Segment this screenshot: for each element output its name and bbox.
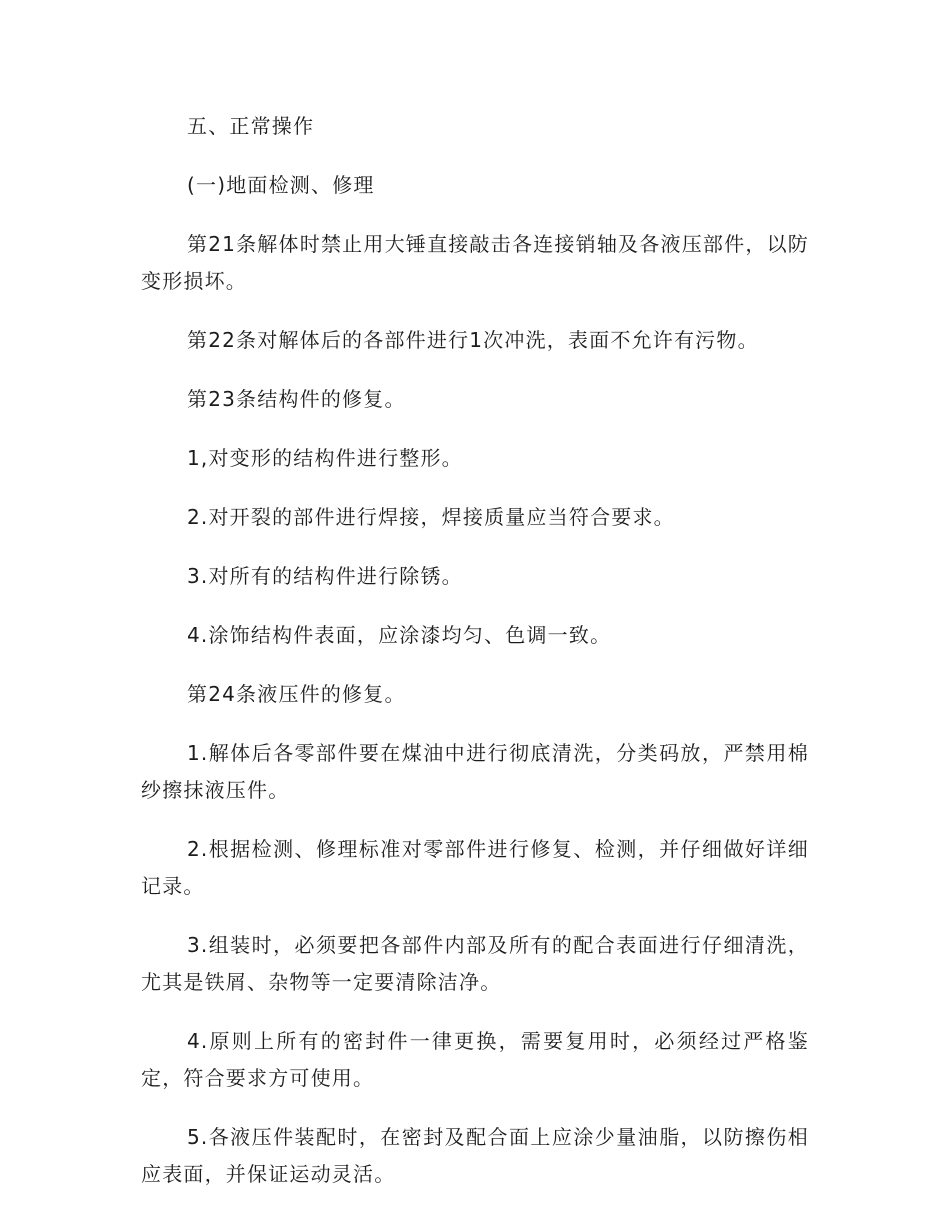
article-24-item-4: 4.原则上所有的密封件一律更换，需要复用时，必须经过严格鉴定，符合要求方可使用。 bbox=[141, 1029, 809, 1090]
article-21: 第21条解体时禁止用大锤直接敲击各连接销轴及各液压部件，以防变形损坏。 bbox=[141, 232, 809, 293]
article-24-item-5: 5.各液压件装配时，在密封及配合面上应涂少量油脂，以防擦伤相应表面，并保证运动灵活。 bbox=[141, 1125, 809, 1186]
article-23-item-3: 3.对所有的结构件进行除锈。 bbox=[187, 564, 463, 588]
article-23-item-1: 1,对变形的结构件进行整形。 bbox=[187, 446, 463, 470]
article-23: 第23条结构件的修复。 bbox=[187, 387, 406, 411]
article-24-item-3: 3.组装时，必须要把各部件内部及所有的配合表面进行仔细清洗，尤其是铁屑、杂物等一定要清除洁净。 bbox=[141, 933, 809, 994]
article-23-item-4: 4.涂饰结构件表面，应涂漆均匀、色调一致。 bbox=[187, 623, 612, 647]
section-heading: 五、正常操作 bbox=[187, 114, 315, 138]
document-body bbox=[141, 108, 809, 1215]
article-24-item-1: 1.解体后各零部件要在煤油中进行彻底清洗，分类码放，严禁用棉纱擦抹液压件。 bbox=[141, 741, 809, 802]
article-24-item-2: 2.根据检测、修理标准对零部件进行修复、检测，并仔细做好详细记录。 bbox=[141, 837, 809, 898]
article-22: 第22条对解体后的各部件进行1次冲洗，表面不允许有污物。 bbox=[187, 328, 759, 352]
article-24: 第24条液压件的修复。 bbox=[187, 682, 406, 706]
article-23-item-2: 2.对开裂的部件进行焊接，焊接质量应当符合要求。 bbox=[187, 505, 675, 529]
subsection-heading: (一)地面检测、修理 bbox=[187, 173, 375, 197]
